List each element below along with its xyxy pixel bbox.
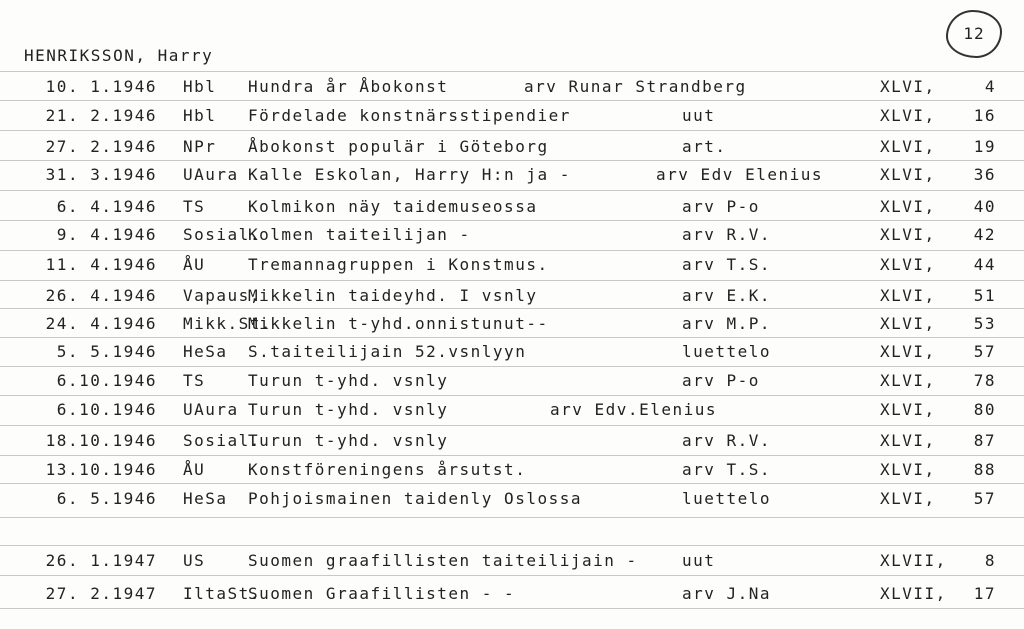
entry-title: Tremannagruppen i Konstmus. <box>248 255 549 274</box>
entry-row <box>0 551 1024 575</box>
card-heading: HENRIKSSON, Harry <box>24 46 214 65</box>
entry-kind: arv E.K. <box>682 286 772 305</box>
entry-source: Vapaus, <box>183 286 261 305</box>
entry-date: 13.10.1946 <box>45 460 157 479</box>
entry-row <box>0 371 1024 395</box>
entry-title: Turun t-yhd. vsnly <box>248 371 449 390</box>
entry-date: 6. 4.1946 <box>56 197 157 216</box>
entry-volume: XLVI, <box>880 431 936 450</box>
entry-page: 17 <box>973 584 996 603</box>
entry-row <box>0 165 1024 189</box>
ruled-line <box>0 190 1024 191</box>
entry-page: 8 <box>984 551 996 570</box>
entry-source: Sosial. <box>183 225 261 244</box>
entry-page: 57 <box>973 489 996 508</box>
entry-title: Mikkelin taideyhd. I vsnly <box>248 286 538 305</box>
entry-row <box>0 197 1024 221</box>
entry-kind: luettelo <box>682 342 772 361</box>
entry-row <box>0 255 1024 279</box>
entry-source: UAura <box>183 165 239 184</box>
circled-page-number: 12 <box>946 10 1002 58</box>
entry-row <box>0 342 1024 366</box>
entry-title: Kolmikon näy taidemuseossa <box>248 197 538 216</box>
entry-source: HeSa <box>183 342 228 361</box>
entry-source: US <box>183 551 206 570</box>
entry-page: 53 <box>973 314 996 333</box>
entry-date: 6.10.1946 <box>56 371 157 390</box>
entry-title: Mikkelin t-yhd.onnistunut-- <box>248 314 549 333</box>
entry-row <box>0 77 1024 101</box>
entry-title: Turun t-yhd. vsnly <box>248 400 449 419</box>
ruled-line <box>0 250 1024 251</box>
entry-row <box>0 489 1024 513</box>
entry-title: Kolmen taiteilijan - <box>248 225 471 244</box>
entry-volume: XLVI, <box>880 371 936 390</box>
entry-date: 26. 1.1947 <box>45 551 157 570</box>
entry-page: 44 <box>973 255 996 274</box>
entry-kind: uut <box>682 106 716 125</box>
entry-date: 9. 4.1946 <box>56 225 157 244</box>
entry-date: 10. 1.1946 <box>45 77 157 96</box>
entry-page: 40 <box>973 197 996 216</box>
entry-kind: art. <box>682 137 727 156</box>
entry-volume: XLVI, <box>880 286 936 305</box>
entry-title: Åbokonst populär i Göteborg <box>248 137 549 156</box>
entry-page: 36 <box>973 165 996 184</box>
entry-volume: XLVI, <box>880 77 936 96</box>
entry-volume: XLVI, <box>880 225 936 244</box>
ruled-line <box>0 608 1024 609</box>
entry-volume: XLVI, <box>880 137 936 156</box>
entry-date: 26. 4.1946 <box>45 286 157 305</box>
entry-row <box>0 106 1024 130</box>
entry-page: 80 <box>973 400 996 419</box>
entry-kind: luettelo <box>682 489 772 508</box>
entry-volume: XLVI, <box>880 314 936 333</box>
entry-title: Hundra år Åbokonst <box>248 77 449 96</box>
entry-page: 78 <box>973 371 996 390</box>
entry-volume: XLVI, <box>880 342 936 361</box>
entry-source: ÅU <box>183 255 206 274</box>
entry-page: 42 <box>973 225 996 244</box>
entry-date: 6.10.1946 <box>56 400 157 419</box>
entry-title: Kalle Eskolan, Harry H:n ja - <box>248 165 571 184</box>
entry-volume: XLVI, <box>880 255 936 274</box>
entry-kind: arv T.S. <box>682 255 772 274</box>
entry-title: Konstföreningens årsutst. <box>248 460 527 479</box>
entry-volume: XLVII, <box>880 584 947 603</box>
entry-volume: XLVI, <box>880 460 936 479</box>
ruled-line <box>0 545 1024 546</box>
entry-page: 88 <box>973 460 996 479</box>
ruled-line <box>0 280 1024 281</box>
entry-date: 27. 2.1946 <box>45 137 157 156</box>
ruled-line <box>0 455 1024 456</box>
entry-source: Sosial. <box>183 431 261 450</box>
entry-date: 5. 5.1946 <box>56 342 157 361</box>
entry-row <box>0 431 1024 455</box>
entry-kind: arv J.Na <box>682 584 772 603</box>
entry-kind: arv Edv.Elenius <box>550 400 717 419</box>
entry-page: 19 <box>973 137 996 156</box>
entry-volume: XLVI, <box>880 400 936 419</box>
ruled-line <box>0 130 1024 131</box>
entry-source: Mikk.St. <box>183 314 273 333</box>
entry-title: Fördelade konstnärsstipendier <box>248 106 571 125</box>
entry-kind: arv P-o <box>682 197 760 216</box>
entry-volume: XLVI, <box>880 165 936 184</box>
entry-kind: arv P-o <box>682 371 760 390</box>
entry-page: 16 <box>973 106 996 125</box>
entry-kind: arv M.P. <box>682 314 772 333</box>
entry-source: Hbl <box>183 106 217 125</box>
entry-title: Pohjoismainen taidenly Oslossa <box>248 489 582 508</box>
entry-kind: arv Runar Strandberg <box>524 77 747 96</box>
entry-volume: XLVI, <box>880 197 936 216</box>
entry-row <box>0 584 1024 608</box>
entry-volume: XLVII, <box>880 551 947 570</box>
entry-date: 11. 4.1946 <box>45 255 157 274</box>
ruled-line <box>0 425 1024 426</box>
entry-date: 24. 4.1946 <box>45 314 157 333</box>
entry-row <box>0 460 1024 484</box>
entry-page: 4 <box>984 77 996 96</box>
entry-row <box>0 314 1024 338</box>
ruled-line <box>0 575 1024 576</box>
entry-row <box>0 137 1024 161</box>
ruled-line <box>0 517 1024 518</box>
entry-date: 18.10.1946 <box>45 431 157 450</box>
entry-source: ÅU <box>183 460 206 479</box>
entry-page: 87 <box>973 431 996 450</box>
entry-page: 57 <box>973 342 996 361</box>
ruled-line <box>0 395 1024 396</box>
entry-source: TS <box>183 197 206 216</box>
entry-page: 51 <box>973 286 996 305</box>
entry-date: 31. 3.1946 <box>45 165 157 184</box>
entry-title: Suomen graafillisten taiteilijain - <box>248 551 638 570</box>
entry-source: UAura <box>183 400 239 419</box>
entry-kind: arv R.V. <box>682 225 772 244</box>
entry-title: Turun t-yhd. vsnly <box>248 431 449 450</box>
entry-source: HeSa <box>183 489 228 508</box>
entry-source: Hbl <box>183 77 217 96</box>
entry-title: S.taiteilijain 52.vsnlyyn <box>248 342 527 361</box>
entry-title: Suomen Graafillisten - - <box>248 584 516 603</box>
entry-row <box>0 286 1024 310</box>
entry-kind: arv Edv Elenius <box>656 165 823 184</box>
ruled-line <box>0 366 1024 367</box>
entry-row <box>0 225 1024 249</box>
entry-kind: arv T.S. <box>682 460 772 479</box>
entry-row <box>0 400 1024 424</box>
entry-source: NPr <box>183 137 217 156</box>
entry-volume: XLVI, <box>880 489 936 508</box>
entry-source: IltaSt. <box>183 584 261 603</box>
entry-date: 27. 2.1947 <box>45 584 157 603</box>
entry-source: TS <box>183 371 206 390</box>
entry-date: 21. 2.1946 <box>45 106 157 125</box>
entry-kind: uut <box>682 551 716 570</box>
entry-kind: arv R.V. <box>682 431 772 450</box>
entry-volume: XLVI, <box>880 106 936 125</box>
ruled-line <box>0 71 1024 72</box>
entry-date: 6. 5.1946 <box>56 489 157 508</box>
